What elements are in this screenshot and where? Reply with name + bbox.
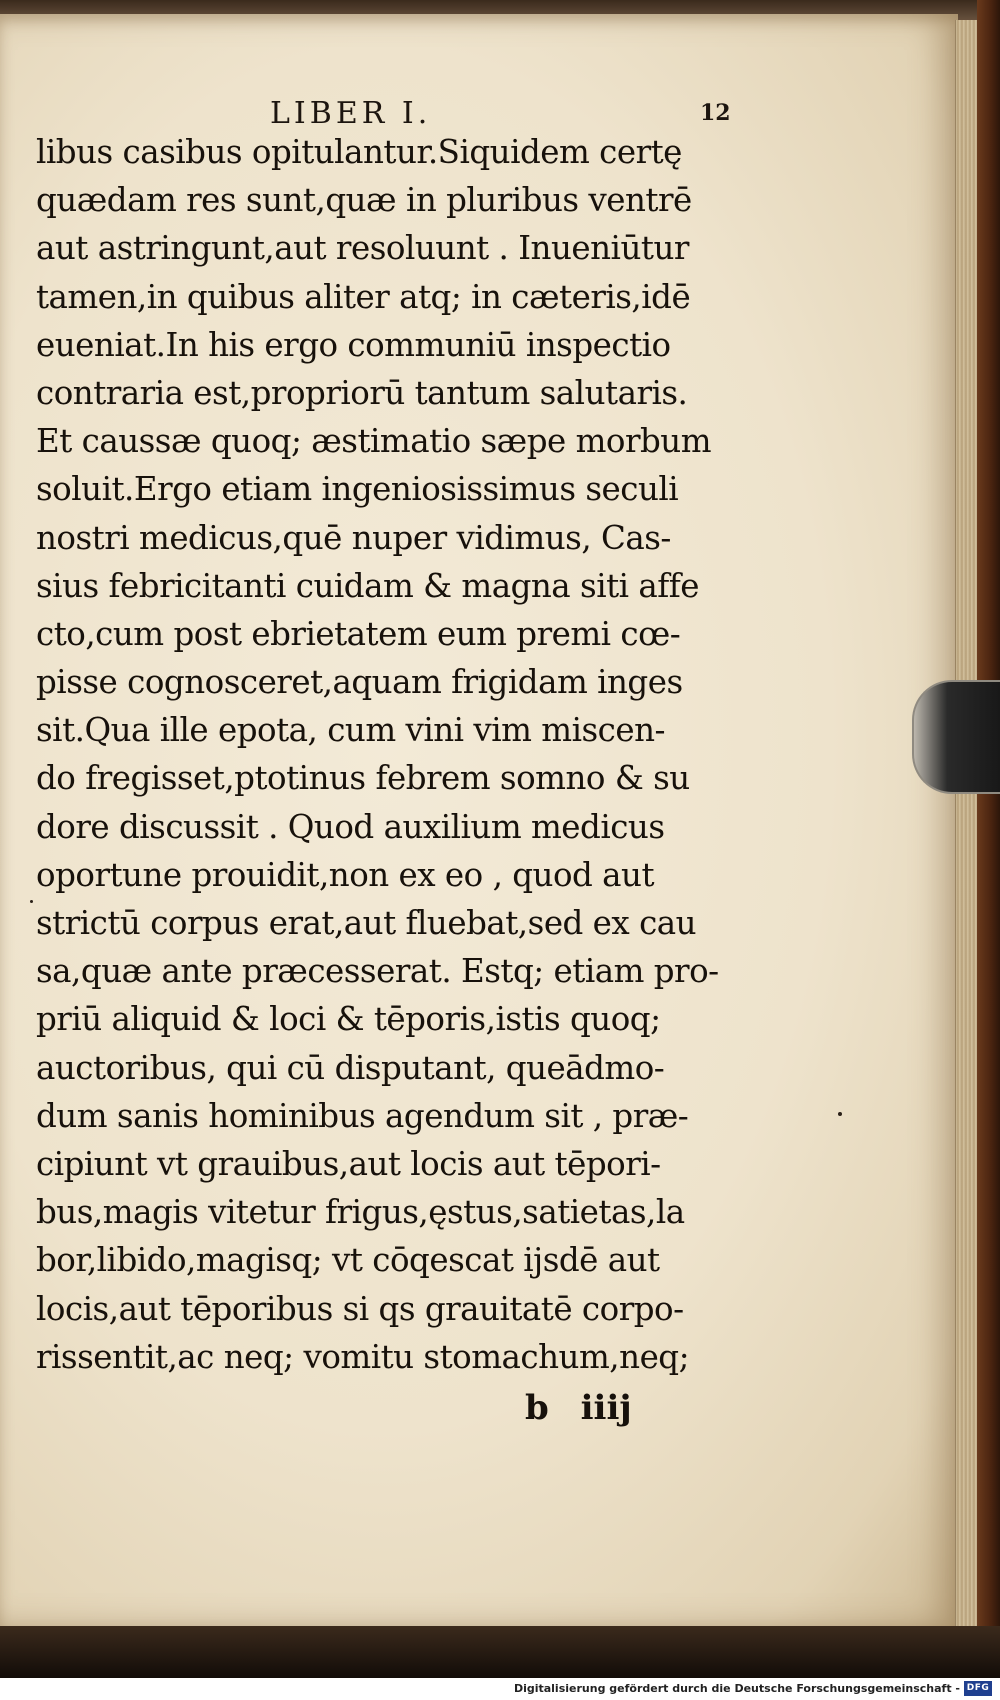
page-edges: [955, 20, 978, 1630]
text-line: cipiunt vt grauibus,aut locis aut tēpori-: [36, 1144, 661, 1183]
text-line: priū aliquid & loci & tēporis,istis quoq;: [36, 1000, 661, 1039]
text-line: tamen,in quibus aliter atq; in cæteris,idē: [36, 277, 691, 316]
text-line: sius febricitanti cuidam & magna siti affe: [36, 566, 700, 605]
text-line: eueniat.In his ergo communiū inspectio: [36, 325, 671, 364]
text-line: Et caussæ quoq; æstimatio sæpe morbum: [36, 422, 712, 461]
text-line: aut astringunt,aut resoluunt . Inueniūtur: [36, 229, 689, 268]
text-line: sit.Qua ille epota, cum vini vim miscen-: [36, 711, 666, 750]
text-line: libus casibus opitulantur.Siquidem certę: [36, 133, 682, 171]
text-line: dore discussit . Quod auxilium medicus: [36, 807, 665, 846]
text-line: strictū corpus erat,aut fluebat,sed ex cau: [36, 904, 697, 942]
book-clasp: [912, 680, 1000, 794]
text-line: cto,cum post ebrietatem eum premi cœ-: [36, 614, 681, 653]
text-line: bor,libido,magisq; vt cōqescat ijsdē aut: [36, 1241, 660, 1280]
body-text: [36, 128, 748, 1381]
book-cover-edge: [977, 0, 1000, 1700]
signature-mark: b iiij: [525, 1388, 632, 1428]
text-line: oportune prouidit,non ex eo , quod aut: [36, 855, 655, 894]
text-line: auctoribus, qui cū disputant, queādmo-: [36, 1048, 665, 1087]
text-line: soluit.Ergo etiam ingeniosissimus seculi: [36, 470, 679, 509]
text-line: quædam res sunt,quæ in pluribus ventrē: [36, 181, 692, 220]
dfg-logo: DFG: [964, 1681, 992, 1696]
text-line: dum sanis hominibus agendum sit , præ-: [36, 1096, 689, 1135]
text-line: contraria est,propriorū tantum salutaris.: [36, 373, 688, 412]
running-head: LIBER I.: [270, 96, 432, 131]
text-line: bus,magis vitetur frigus,ęstus,satietas,la: [36, 1193, 685, 1232]
text-line: rissentit,ac neq; vomitu stomachum,neq;: [36, 1337, 690, 1376]
text-line: sa,quæ ante præcesserat. Estq; etiam pro-: [36, 952, 719, 991]
text-line: pisse cognosceret,aquam frigidam inges: [36, 663, 683, 702]
credit-bar: [0, 1678, 1000, 1700]
text-line: do fregisset,ptotinus febrem somno & su: [36, 759, 690, 798]
folio-number: 12: [700, 100, 731, 126]
page-speck: [838, 1112, 842, 1116]
page-speck: [30, 900, 33, 903]
book-bottom-edge: [0, 1626, 1000, 1678]
credit-text: Digitalisierung gefördert durch die Deutsche Forschungsgemeinschaft -: [513, 1682, 960, 1695]
text-line: locis,aut tēporibus si qs grauitatē corpo-: [36, 1289, 684, 1328]
text-line: nostri medicus,quē nuper vidimus, Cas-: [36, 518, 671, 557]
